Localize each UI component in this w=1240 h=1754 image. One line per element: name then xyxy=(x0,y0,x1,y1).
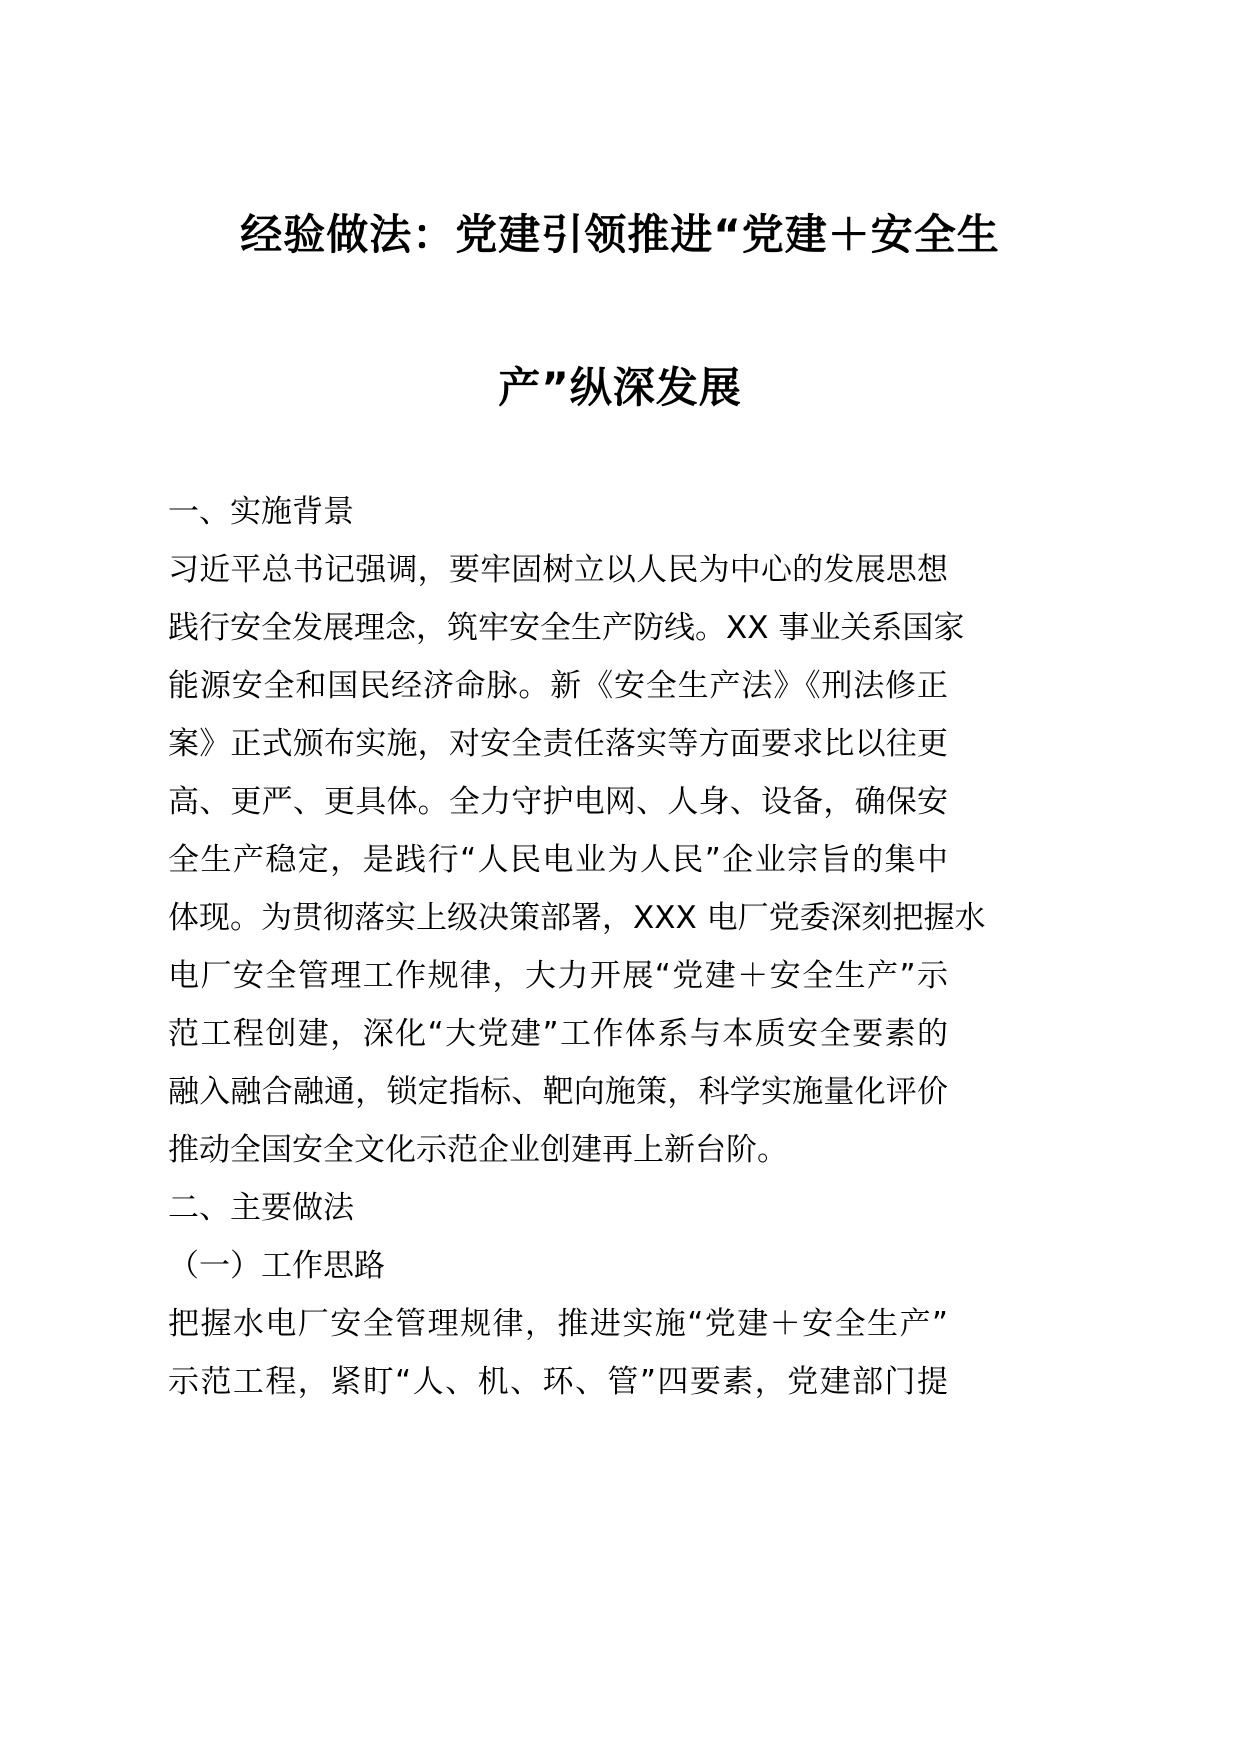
paragraph-line: 把握水电厂安全管理规律，推进实施“党建＋安全生产” xyxy=(168,1306,948,1342)
paragraph-line: 体现。为贯彻落实上级决策部署，XXX 电厂党委深刻把握水 xyxy=(168,900,986,936)
paragraph-line: 全生产稳定，是践行“人民电业为人民”企业宗旨的集中 xyxy=(168,842,948,878)
paragraph-line: 高、更严、更具体。全力守护电网、人身、设备，确保安 xyxy=(168,784,948,820)
document-title-line-2: 产”纵深发展 xyxy=(498,363,742,412)
paragraph-line-last: 推动全国安全文化示范企业创建再上新台阶。 xyxy=(168,1132,788,1168)
paragraph-line: 融入融合融通，锁定指标、靶向施策，科学实施量化评价 xyxy=(168,1074,948,1110)
section-heading-background: 一、实施背景 xyxy=(168,494,354,530)
subsection-heading-work-approach: （一）工作思路 xyxy=(168,1248,385,1284)
paragraph-line: 习近平总书记强调，要牢固树立以人民为中心的发展思想 xyxy=(168,552,948,588)
document-title-line-1: 经验做法：党建引领推进“党建＋安全生 xyxy=(240,210,1000,259)
paragraph-line: 能源安全和国民经济命脉。新《安全生产法》《刑法修正 xyxy=(168,668,948,704)
section-heading-main-practices: 二、主要做法 xyxy=(168,1190,354,1226)
paragraph-line: 案》正式颁布实施，对安全责任落实等方面要求比以往更 xyxy=(168,726,948,762)
paragraph-line: 电厂安全管理工作规律，大力开展“党建＋安全生产”示 xyxy=(168,958,948,994)
paragraph-line: 范工程创建，深化“大党建”工作体系与本质安全要素的 xyxy=(168,1016,948,1052)
paragraph-line: 示范工程，紧盯“人、机、环、管”四要素，党建部门提 xyxy=(168,1364,948,1400)
paragraph-line: 践行安全发展理念，筑牢安全生产防线。XX 事业关系国家 xyxy=(168,610,965,646)
